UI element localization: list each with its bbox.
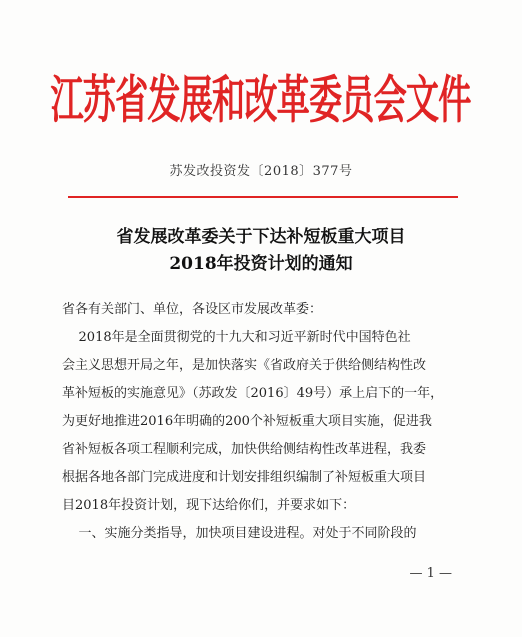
body-line: 一、实施分类指导，加快项目建设进程。对处于不同阶段的 (62, 526, 417, 541)
body-line: 革补短板的实施意见》（苏政发〔2016〕49号）承上启下的一年， (62, 386, 444, 401)
notice-title-line-2: 2018年投资计划的通知 (169, 254, 353, 274)
body-line: 省各有关部门、单位，各设区市发展改革委： (62, 302, 323, 317)
page-number: — 1 — (409, 566, 452, 581)
body-line: 为更好地推进2016年明确的200个补短板重大项目实施，促进我 (62, 414, 432, 429)
document-header-title: 江苏省发展和改革委员会文件 (50, 68, 471, 130)
document-number: 苏发改投资发〔2018〕377号 (169, 164, 353, 179)
body-line: 根据各地各部门完成进度和计划安排组织编制了补短板重大项目 (62, 470, 427, 485)
red-divider-line (68, 196, 458, 198)
body-line: 2018年是全面贯彻党的十九大和习近平新时代中国特色社 (62, 330, 411, 345)
body-line: 会主义思想开局之年，是加快落实《省政府关于供给侧结构性改 (62, 358, 427, 373)
body-line: 省补短板各项工程顺利完成，加快供给侧结构性改革进程，我委 (62, 442, 427, 457)
notice-title-line-1: 省发展改革委关于下达补短板重大项目 (116, 227, 406, 247)
body-line: 目2018年投资计划，现下达给你们，并要求如下： (62, 498, 356, 513)
